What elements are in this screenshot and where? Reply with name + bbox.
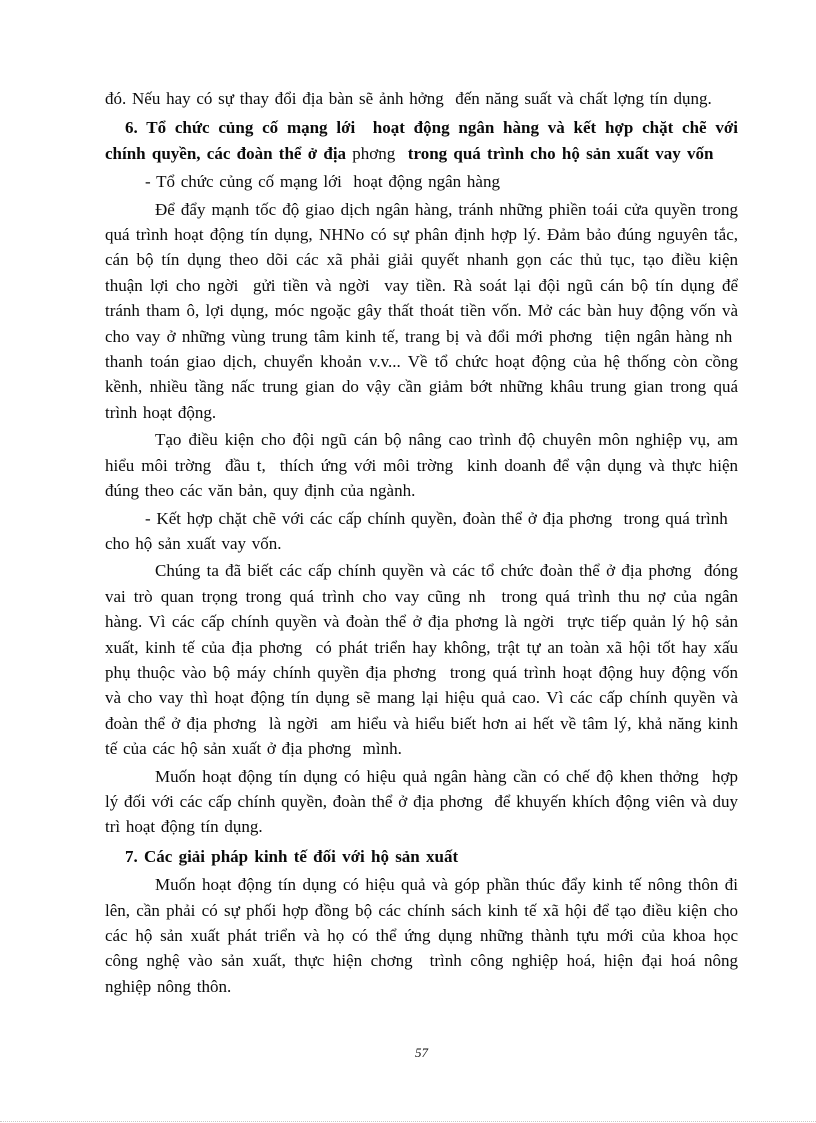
text-run: 6. Tổ chức củng cố mạng lới hoạt động ngân hàng và kết hợp chặt chẽ với chính quyền, các đoàn thể ở địa xyxy=(105,118,738,163)
paragraph xyxy=(105,872,738,999)
text-run: đó. Nếu hay có sự thay đổi địa bàn sẽ ảnh hởng đến năng suất và chất lợng tín dụng. xyxy=(105,89,712,108)
paragraph xyxy=(105,427,738,503)
paragraph xyxy=(105,86,738,111)
paragraph xyxy=(105,169,738,194)
text-run: Muốn hoạt động tín dụng có hiệu quả ngân hàng cần có chế độ khen thởng hợp lý đối với các cấp chính quyền, đoàn thể ở địa phơng để khuyến khích động viên và duy trì hoạt động tín dụng. xyxy=(105,766,738,837)
text-run: Để đẩy mạnh tốc độ giao dịch ngân hàng, tránh những phiền toái cửa quyền trong quá trình hoạt động tín dụng, NHNo có sự phân định hợp lý. Đảm bảo đúng nguyên tắc, cán bộ tín dụng theo dõi các xã phải giải quyết nhanh gọn các thủ tục, tạo điều kiện thuận lợi cho ngời gửi tiền và ngời vay tiền. Rà soát lại đội ngũ cán bộ tín dụng để tránh tham ô, lợi dụng, móc ngoặc gây thất thoát tiền vốn. Mở các bàn huy động vốn và cho vay ở những vùng trung tâm kinh tế, trang bị và đổi mới phơng tiện ngân hàng nh thanh toán giao dịch, chuyển khoản v.v... Về tổ chức hoạt động của hệ thống còn cồng kềnh, nhiều tầng nấc trung gian do vậy cần giảm bớt những khâu trung gian trong quá trình hoạt động. xyxy=(105,199,738,422)
page-bottom-edge xyxy=(0,1121,816,1122)
section-heading xyxy=(105,844,738,869)
text-run: phơng xyxy=(352,143,396,163)
text-run: Tạo điều kiện cho đội ngũ cán bộ nâng cao trình độ chuyên môn nghiệp vụ, am hiểu môi trờng đầu t, thích ứng với môi trờng kinh doanh để vận dụng và thực hiện đúng theo các văn bản, quy định của ngành. xyxy=(105,430,738,501)
paragraph xyxy=(105,197,738,426)
paragraph xyxy=(105,764,738,840)
page-footer xyxy=(105,1044,738,1062)
text-run: Muốn hoạt động tín dụng có hiệu quả và góp phần thúc đẩy kinh tế nông thôn đi lên, cần phải có sự phối hợp đồng bộ các chính sách kinh tế xã hội để tạo điều kiện cho các hộ sản xuất phát triển và họ có thể ứng dụng những thành tựu mới của khoa học công nghệ vào sản xuất, thực hiện chơng trình công nghiệp hoá, hiện đại hoá nông nghiệp nông thôn. xyxy=(105,875,738,996)
page-content xyxy=(105,86,738,1001)
section-heading xyxy=(105,115,738,166)
text-run: trong quá trình cho hộ sản xuất vay vốn xyxy=(395,143,714,163)
text-run: - Kết hợp chặt chẽ với các cấp chính quyền, đoàn thể ở địa phơng trong quá trình cho hộ sản xuất vay vốn. xyxy=(105,508,728,553)
paragraph xyxy=(105,506,738,557)
text-run: - Tổ chức củng cố mạng lới hoạt động ngân hàng xyxy=(145,172,500,192)
text-run: Chúng ta đã biết các cấp chính quyền và các tổ chức đoàn thể ở địa phơng đóng vai trò quan trọng trong quá trình cho vay cũng nh trong quá trình thu nợ của ngân hàng. Vì các cấp chính quyền và đoàn thể ở địa phơng là ngời trực tiếp quản lý hộ sản xuất, kinh tế của địa phơng có phát triển hay không, trật tự an toàn xã hội tốt hay xấu phụ thuộc vào bộ máy chính quyền địa phơng trong quá trình hoạt động huy động vốn và cho vay thì hoạt động tín dụng sẽ mang lại hiệu quả cao. Vì các cấp chính quyền và đoàn thể ở địa phơng là ngời am hiểu và hiểu biết hơn ai hết về tâm lý, khả năng kinh tế của các hộ sản xuất ở địa phơng mình. xyxy=(105,561,738,759)
paragraph xyxy=(105,558,738,761)
text-run: 7. Các giải pháp kinh tế đối với hộ sản xuất xyxy=(125,846,459,866)
page-number: 57 xyxy=(415,1045,428,1060)
